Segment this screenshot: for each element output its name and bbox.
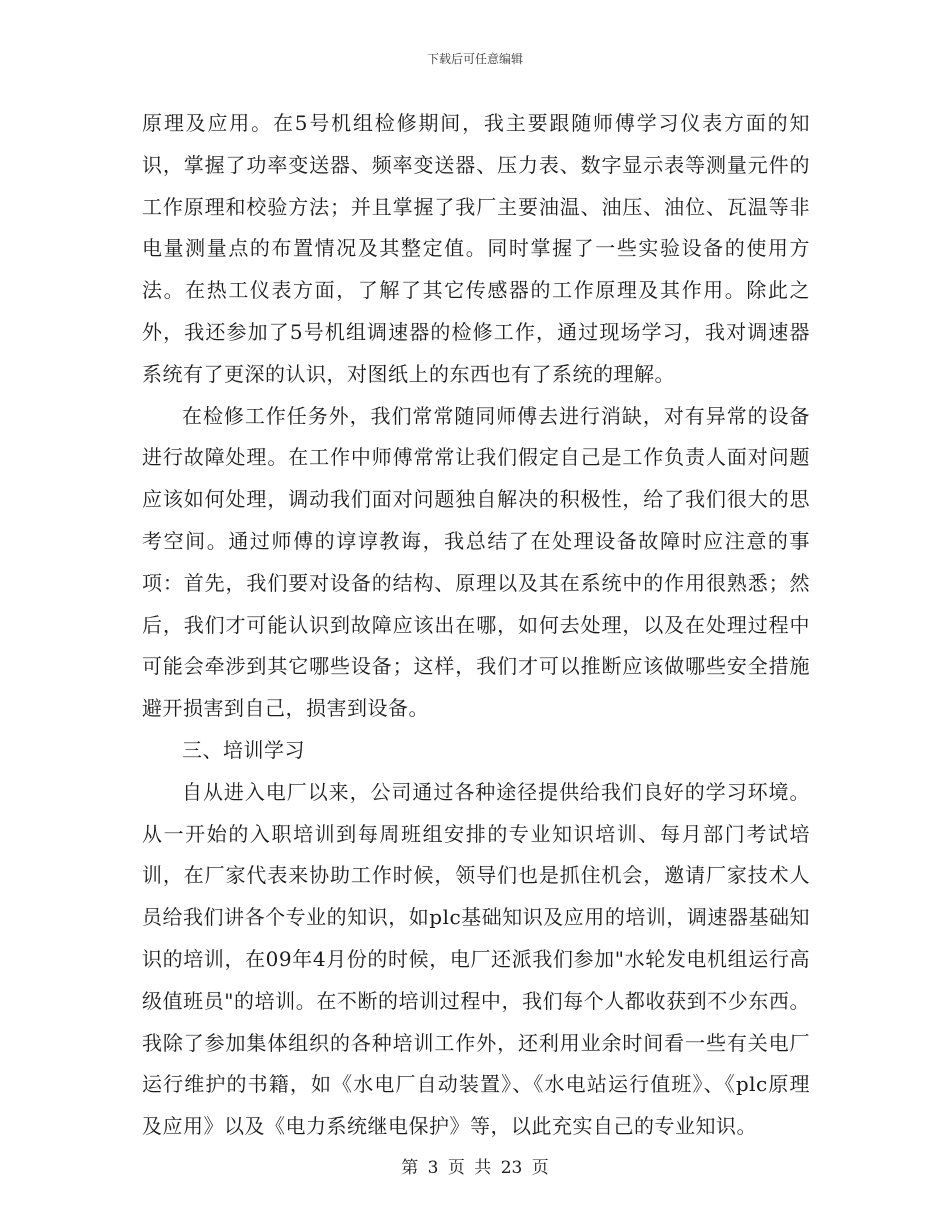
paragraph-training: 自从进入电厂以来，公司通过各种途径提供给我们良好的学习环境。从一开始的入职培训到每周班组安排的专业知识培训、每月部门考试培训，在厂家代表来协助工作时候，领导们也是抓住机会，邀请厂家技术人员给我们讲各个专业的知识，如plc基础知识及应用的培训，调速器基础知识的培训，在09年4月份的时候，电厂还派我们参加"水轮发电机组运行高级值班员"的培训。在不断的培训过程中，我们每个人都收获到不少东西。我除了参加集体组织的各种培训工作外，还利用业余时间看一些有关电厂运行维护的书籍，如《水电厂自动装置》、《水电站运行值班》、《plc原理及应用》以及《电力系统继电保护》等，以此充实自己的专业知识。 <box>142 779 810 1139</box>
paragraph-continuation: 原理及应用。在5号机组检修期间，我主要跟随师傅学习仪表方面的知识，掌握了功率变送器、频率变送器、压力表、数字显示表等测量元件的工作原理和校验方法；并且掌握了我厂主要油温、油压、油位、瓦温等非电量测量点的布置情况及其整定值。同时掌握了一些实验设备的使用方法。在热工仪表方面，了解了其它传感器的工作原理及其作用。除此之外，我还参加了5号机组调速器的检修工作，通过现场学习，我对调速器系统有了更深的认识，对图纸上的东西也有了系统的理解。 <box>142 111 810 386</box>
document-body <box>142 103 810 1148</box>
section-heading-training: 三、培训学习 <box>182 737 305 762</box>
paragraph-maintenance: 在检修工作任务外，我们常常随同师傅去进行消缺，对有异常的设备进行故障处理。在工作中师傅常常让我们假定自己是工作负责人面对问题应该如何处理，调动我们面对问题独自解决的积极性，给了我们很大的思考空间。通过师傅的谆谆教诲，我总结了在处理设备故障时应注意的事项：首先，我们要对设备的结构、原理以及其在系统中的作用很熟悉；然后，我们才可能认识到故障应该出在哪，如何去处理，以及在处理过程中可能会牵涉到其它哪些设备；这样，我们才可以推断应该做哪些安全措施避开损害到自己，损害到设备。 <box>142 403 810 721</box>
page-footer: 第 3 页 共 23 页 <box>401 1158 549 1178</box>
page-header: 下载后可任意编辑 <box>426 52 523 66</box>
